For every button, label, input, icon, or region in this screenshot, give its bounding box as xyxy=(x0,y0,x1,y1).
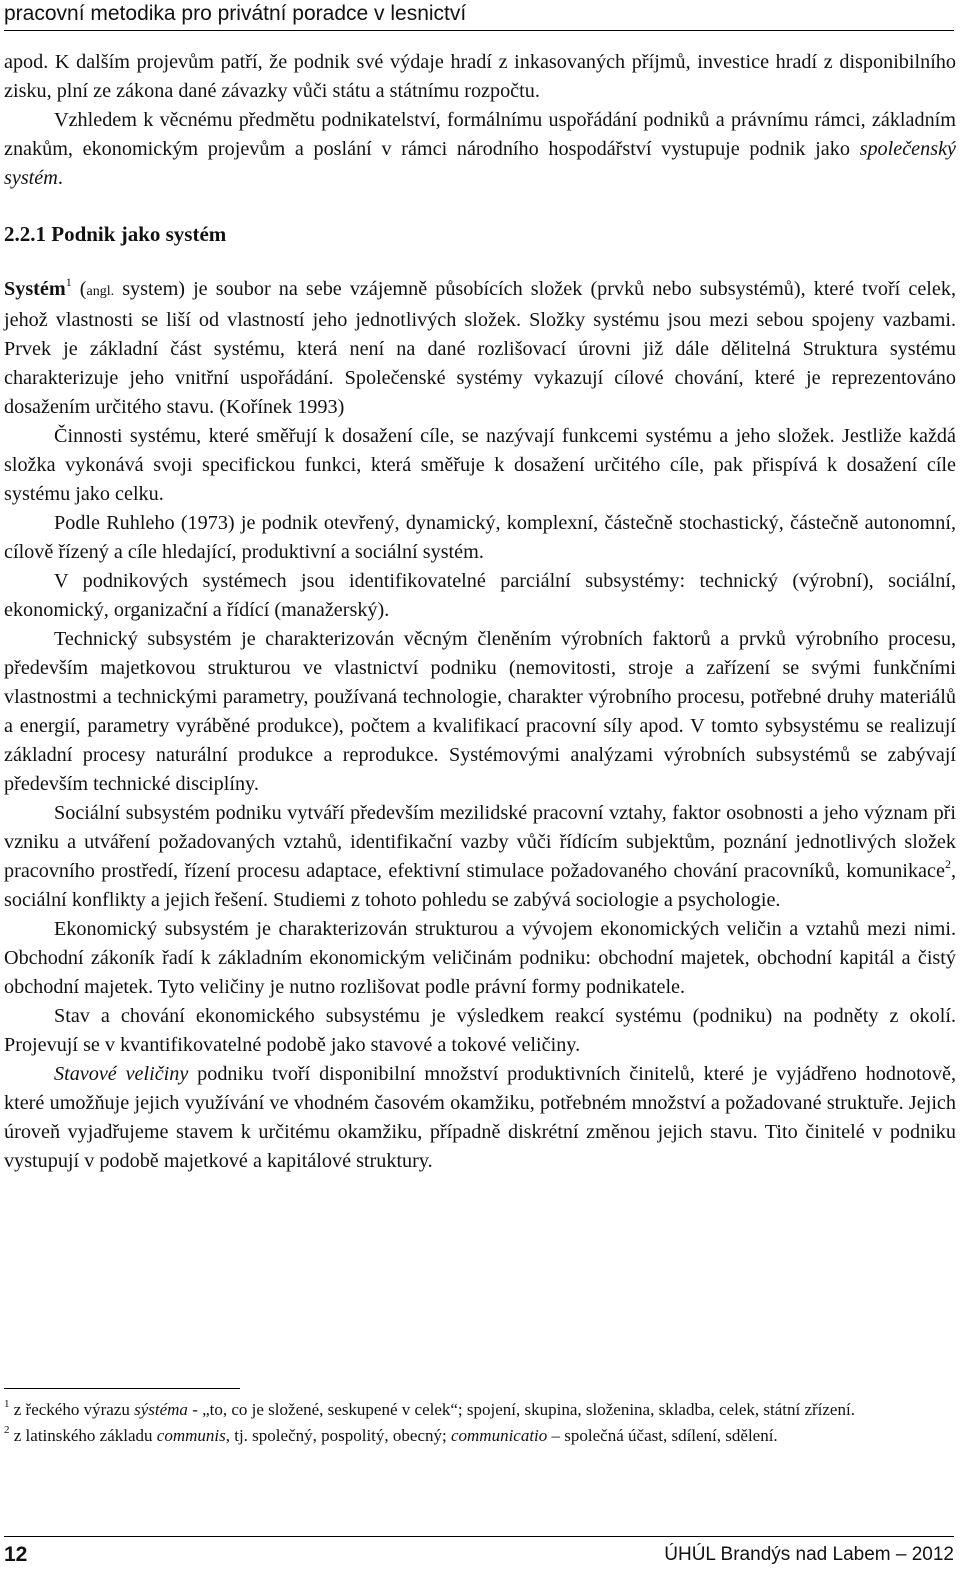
footnote-number: 2 xyxy=(4,1424,10,1436)
footnote-1 xyxy=(4,1398,956,1422)
paragraph-state-behaviour: Stav a chování ekonomického subsystému je výsledkem reakcí systému (podniku) na podněty z okolí. Projevují se v kvantifikovatelné podobě jako stavové a tokové veličiny. xyxy=(4,1005,956,1056)
section-heading: 2.2.1 Podnik jako systém xyxy=(4,222,227,246)
paragraph-text: , sociální konflikty a jejich řešení. Studiemi z tohoto pohledu se zabývá sociologie a psychologie. xyxy=(4,860,956,911)
footnote-ref-1[interactable]: 1 xyxy=(65,275,72,289)
paragraph-system-definition xyxy=(4,275,956,422)
footnote-ref-2[interactable]: 2 xyxy=(944,857,951,871)
paragraph-technical-subsystem: Technický subsystém je charakterizován věcným členěním výrobních faktorů a prvků výrobního procesu, především majetkovou strukturou ve vlastnictví podniku (nemovitosti, stroje a zařízení se svými funkčními vlastnostmi a technickými parametry, používaná technologie, charakter výrobního procesu, potřebné druhy materiálů a energií, parametry vyráběné produkce), počtem a kvalifikací pracovní síly apod. V tomto sybsystému se realizují základní procesy naturální produkce a reprodukce. Systémovými analýzami výrobních subsystémů se zabývají především technické disciplíny. xyxy=(4,628,956,795)
emphasis-state-variables: Stavové veličiny xyxy=(54,1063,189,1085)
footnote-emphasis: sýstéma xyxy=(134,1400,188,1419)
running-footer xyxy=(4,1536,954,1571)
abbrev-angl: angl. xyxy=(86,284,115,299)
footnote-emphasis: communicatio xyxy=(450,1426,548,1445)
paragraph-state-variables xyxy=(4,1060,956,1176)
term-system: Systém xyxy=(4,278,66,300)
footnote-text: , tj. společný, pospolitý, obecný; xyxy=(225,1426,451,1445)
paragraph-economic-subsystem: Ekonomický subsystém je charakterizován strukturou a vývojem ekonomických veličin a vztahů mezi nimi. Obchodní zákoník řadí k základním ekonomickým veličinám podniku: obchodní majetek, obchodní kapitál a čistý obchodní majetek. Tyto veličiny je nutno rozlišovat podle právní formy podnikatele. xyxy=(4,918,956,998)
paragraph-text: Vzhledem k věcnému předmětu podnikatelství, formálnímu uspořádání podniků a právnímu rámci, základním znakům, ekonomickým projevům a poslání v rámci národního hospodářství vystupuje podnik jako xyxy=(4,109,956,160)
footnote-separator xyxy=(4,1388,240,1389)
footnotes xyxy=(4,1398,956,1450)
running-header-title: pracovní metodika pro privátní poradce v lesnictví xyxy=(4,2,467,25)
paragraph-social-subsystem xyxy=(4,799,956,915)
paragraph-text: podniku tvoří disponibilní množství produktivních činitelů, které je vyjádřeno hodnotově, které umožňuje jejich využívání ve vhodném časovém okamžiku, potřebném množství a požadované struktuře. Jejich úroveň vyjadřujeme stavem k určitému okamžiku, případně diskrétní změnou jejich stavu. Tito činitelé v podniku vystupují v podobě majetkové a kapitálové struktury. xyxy=(4,1063,956,1172)
publisher-line: ÚHÚL Brandýs nad Labem – 2012 xyxy=(664,1544,954,1565)
paren-open: ( xyxy=(71,278,87,300)
paragraph-subsystems: V podnikových systémech jsou identifikovatelné parciální subsystémy: technický (výrobní), sociální, ekonomický, organizační a řídící (manažerský). xyxy=(4,570,956,621)
paragraph-ruhle: Podle Ruhleho (1973) je podnik otevřený, dynamický, komplexní, částečně stochastický, částečně autonomní, cílově řízený a cíle hledající, produktivní a sociální systém. xyxy=(4,512,956,563)
paragraph-text: Sociální subsystém podniku vytváří především mezilidské pracovní vztahy, faktor osobnosti a jeho význam při vzniku a utváření požadovaných vztahů, identifikační vazby vůči řídícím subjektům, poznání jednotlivých složek pracovního prostředí, řízení procesu adaptace, efektivní stimulace požadovaného chování pracovníků, komunikace xyxy=(4,802,956,882)
footnote-text: - „to, co je složené, seskupené v celek“; spojení, skupina, složenina, skladba, celek, státní zřízení. xyxy=(187,1400,855,1419)
paragraph-text: system) je soubor na sebe vzájemně působících složek (prvků nebo subsystémů), které tvoří celek, jehož vlastnosti se liší od vlastností jeho jednotlivých složek. Složky systému jsou mezi sebou spojeny vazbami. Prvek je základní část systému, která není na dané rozlišovací úrovni již dále dělitelná Struktura systému charakterizuje jeho vnitřní uspořádání. Společenské systémy vykazují cílové chování, které je reprezentováno dosažením určitého stavu. (Kořínek 1993) xyxy=(4,278,956,418)
main-text xyxy=(4,48,956,1176)
footnote-text: z latinského základu xyxy=(9,1426,157,1445)
paragraph-period: . xyxy=(57,167,63,189)
footnote-emphasis: communis xyxy=(156,1426,226,1445)
running-header xyxy=(4,0,954,31)
footnote-text: – společná účast, sdílení, sdělení. xyxy=(547,1426,778,1445)
page-number: 12 xyxy=(4,1543,28,1566)
footnote-text: z řeckého výrazu xyxy=(9,1400,135,1419)
emphasis-social-system: společenský systém xyxy=(4,138,956,189)
paragraph-continuation: apod. K dalším projevům patří, že podnik své výdaje hradí z inkasovaných příjmů, investice hradí z disponibilního zisku, plní ze zákona dané závazky vůči státu a státnímu rozpočtu. xyxy=(4,51,956,102)
paragraph-functions: Činnosti systému, které směřují k dosažení cíle, se nazývají funkcemi systému a jeho složek. Jestliže každá složka vykonává svoji specifickou funkci, která směřuje k dosažení určitého cíle, pak přispívá k dosažení cíle systému jako celku. xyxy=(4,425,956,505)
paragraph-social-system xyxy=(4,106,956,193)
footnote-2 xyxy=(4,1424,956,1448)
footnote-number: 1 xyxy=(4,1398,10,1410)
